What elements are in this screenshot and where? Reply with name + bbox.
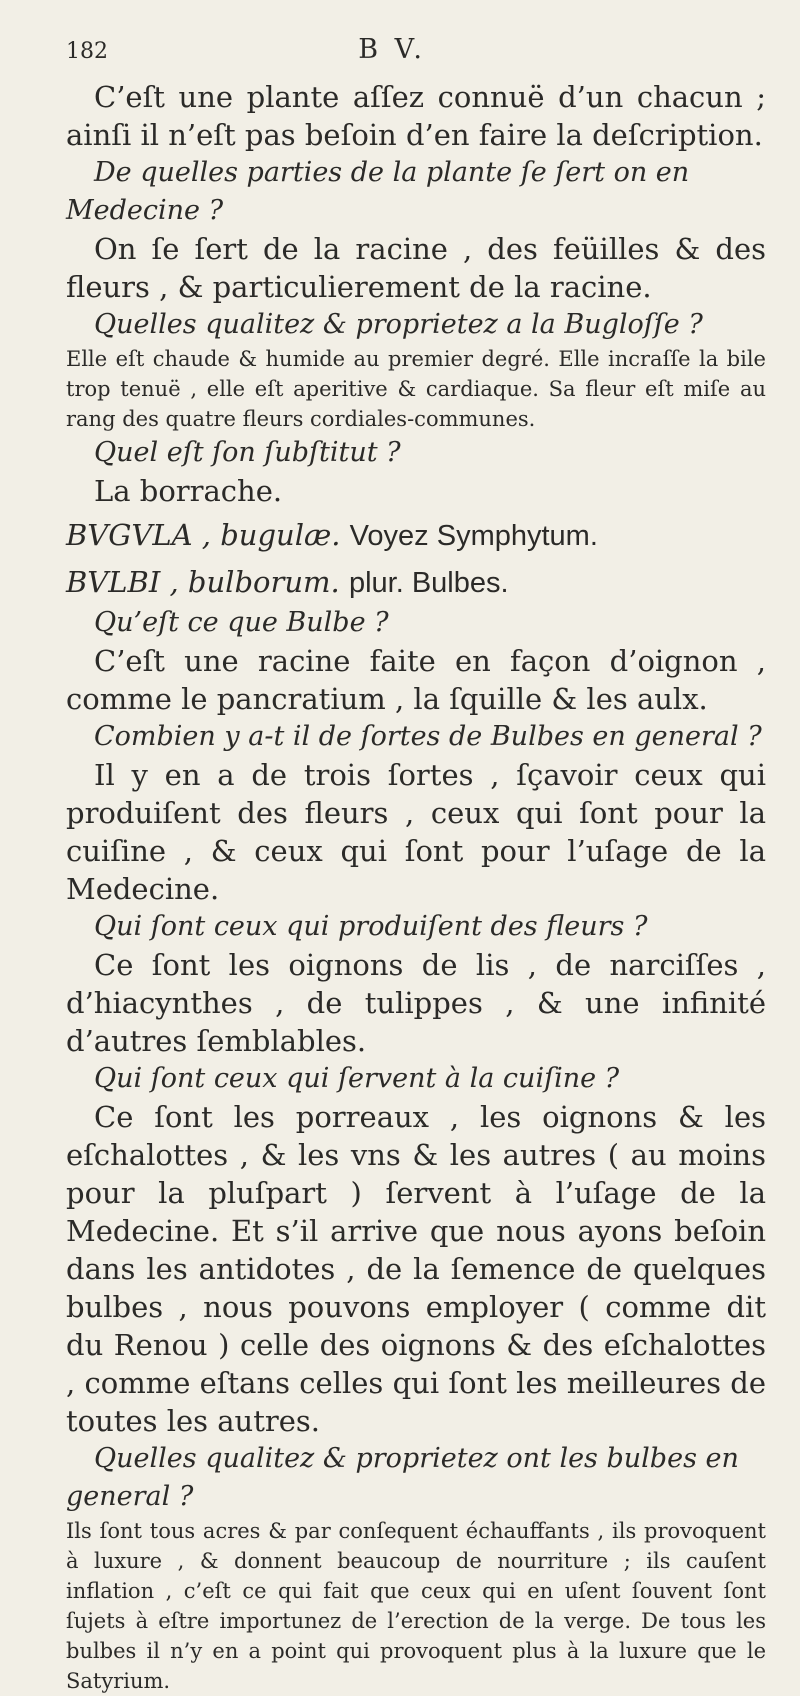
question: Qui ſont ceux qui produiſent des fleurs ? [94,911,648,942]
entry-gloss: plur. Bulbes. [348,567,509,599]
running-head: B V. [358,34,426,65]
entry-gloss: Voyez Symphytum. [349,520,598,552]
paragraph: Ce ſont les porreaux , les oignons & les eſchalottes , & les vns & les autres ( au moins pour la pluſpart ) ſervent à l’uſage de la Medecine. Et s’il arrive que nous ayons beſoin dans les antidotes , de la ſemence de quelques bulbes , nous pouvons employer ( comme dit du Renou ) celle des oignons & des eſchalottes , comme eſtans celles qui ſont les meilleures de toutes les autres. [66,1100,766,1438]
question: Qu’eſt ce que Bulbe ? [94,607,389,638]
entry-title: BVGVLA , bugulæ. [66,518,341,552]
paragraph: On ſe ſert de la racine , des feüilles & des fleurs , & particulierement de la racine. [66,232,766,304]
paragraph: Ce ſont les oignons de lis , de narciſſes , d’hiacynthes , de tulippes , & une infinité d’autres ſemblables. [66,948,766,1058]
entry-heading [66,514,766,557]
small-paragraph: Elle eſt chaude & humide au premier degré. Elle incraſſe la bile trop tenuë , elle eſt aperitive & cardiaque. Sa fleur eſt miſe au rang des quatre fleurs cordiales-communes. [66,347,766,431]
paragraph: Il y en a de trois ſortes , ſçavoir ceux qui produiſent des fleurs , ceux qui ſont pour la cuiſine , & ceux qui ſont pour l’uſage de la Medecine. [66,758,766,906]
entry-title: BVLBI , bulborum. [66,565,340,599]
question: Quel eſt ſon ſubſtitut ? [94,437,401,468]
question: De quelles parties de la plante ſe ſert on en Medecine ? [66,157,690,226]
page-number: 182 [66,39,108,64]
paragraph: La borrache. [94,474,283,508]
question: Quelles qualitez & proprietez a la Bugloſſe ? [94,309,703,340]
small-paragraph: Ils ſont tous acres & par conſequent échauffants , ils provoquent à luxure , & donnent beaucoup de nourriture ; ils cauſent inflation , c’eſt ce qui fait que ceux qui en uſent ſouvent ſont ſujets à eſtre importunez de l’erection de la verge. De tous les bulbes il n’y en a point qui provoquent plus à la luxure que le Satyrium. [66,1519,766,1693]
question: Combien y a-t il de ſortes de Bulbes en general ? [94,721,762,752]
page-header [66,34,766,78]
question: Qui ſont ceux qui ſervent à la cuiſine ? [94,1063,620,1094]
paragraph: C’eſt une plante aſſez connuë d’un chacun ; ainſi il n’eſt pas beſoin d’en faire la deſcription. [66,80,766,152]
paragraph: C’eſt une racine faite en façon d’oignon , comme le pancratium , la ſquille & les aulx. [66,644,766,716]
entry-heading [66,561,766,604]
question: Quelles qualitez & proprietez ont les bulbes en general ? [66,1443,739,1512]
